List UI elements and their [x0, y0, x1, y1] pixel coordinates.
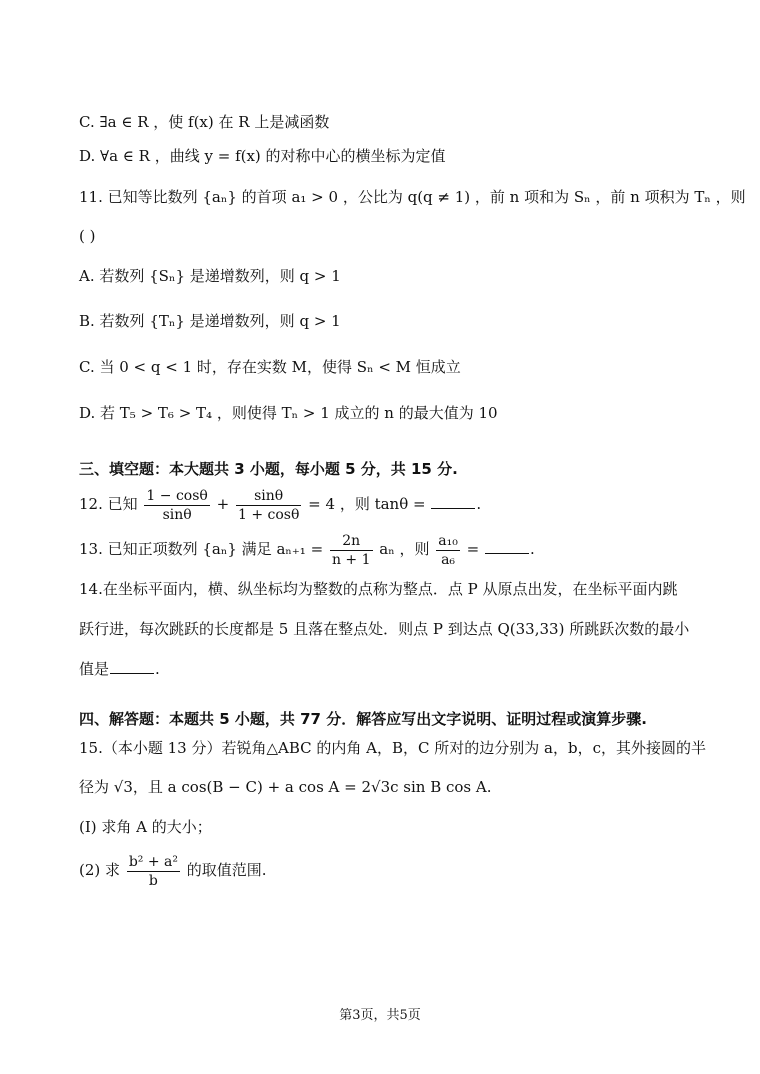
q13-equals: = [466, 540, 480, 558]
q13-fraction [330, 532, 373, 569]
q13-ratio [436, 532, 460, 569]
q12-middle: = 4 ，则 tanθ = [308, 495, 426, 513]
q13-ratio-numerator: a₁₀ [438, 532, 458, 549]
q14-line-3-prefix: 值是 [79, 660, 110, 678]
q13-end: . [529, 540, 535, 558]
q12-fraction-2 [236, 487, 301, 524]
q15-part-2-prefix: (2) 求 [79, 861, 121, 879]
q10-option-c: C. ∃a ∈ R ，使 f(x) 在 R 上是减函数 [79, 113, 330, 131]
q10-option-d: D. ∀a ∈ R ，曲线 y = f(x) 的对称中心的横坐标为定值 [79, 147, 446, 165]
q11-option-a: A. 若数列 {Sₙ} 是递增数列，则 q > 1 [79, 267, 341, 285]
section-3-heading: 三、填空题：本大题共 3 小题，每小题 5 分，共 15 分. [79, 460, 458, 478]
q12 [79, 485, 690, 524]
q12-end: . [476, 495, 482, 513]
q13-fraction-numerator: 2n [330, 532, 373, 551]
q14-line-3 [79, 658, 690, 680]
q13-middle: aₙ ，则 [379, 540, 430, 558]
q15-line-1: 15.（本小题 13 分）若锐角△ABC 的内角 A，B，C 所对的边分别为 a，b，c，其外接圆的半 [79, 739, 706, 757]
q15-radius: √3 [113, 778, 133, 796]
q13-ratio-denominator: a₆ [441, 551, 456, 568]
q15-part-2-denominator: b [148, 872, 158, 889]
q14-line-3-end: . [155, 660, 160, 678]
q13-fraction-denominator: n + 1 [331, 551, 371, 568]
q12-answer-blank [431, 494, 475, 509]
q12-fraction-1-denominator: sinθ [162, 506, 192, 523]
q14-line-1: 14.在坐标平面内，横、纵坐标均为整数的点称为整点．点 P 从原点出发，在坐标平面内跳 [79, 580, 678, 598]
q12-fraction-1 [144, 487, 209, 524]
q11-answer-paren: ( ) [79, 227, 96, 245]
q15-part-2-suffix: 的取值范围. [186, 861, 267, 879]
q12-fraction-1-numerator: 1 − cosθ [146, 487, 208, 504]
q15-part-2-fraction [127, 853, 180, 890]
q12-fraction-2-numerator: sinθ [236, 487, 301, 506]
section-4-heading: 四、解答题：本题共 5 小题，共 77 分．解答应写出文字说明、证明过程或演算步骤. [79, 710, 647, 728]
q11-option-d: D. 若 T₅ > T₆ > T₄ ，则使得 Tₙ > 1 成立的 n 的最大值为 10 [79, 404, 498, 422]
q15-line-2 [79, 776, 690, 798]
q11-option-c: C. 当 0 < q < 1 时，存在实数 M，使得 Sₙ < M 恒成立 [79, 358, 461, 376]
q13-answer-blank [485, 539, 529, 554]
q15-line-2-prefix: 径为 [79, 778, 110, 796]
q13-prefix: 13. 已知正项数列 {aₙ} 满足 aₙ₊₁ = [79, 540, 324, 558]
q11-stem: 11. 已知等比数列 {aₙ} 的首项 a₁ > 0 ，公比为 q(q ≠ 1) ，前 n 项和为 Sₙ ，前 n 项积为 Tₙ ，则 [79, 188, 746, 206]
q15-part-2 [79, 850, 690, 890]
q15-line-2-equation: ，且 a cos(B − C) + a cos A = 2√3c sin B cos A. [132, 778, 492, 796]
q12-fraction-2-denominator: 1 + cosθ [237, 506, 300, 523]
q12-prefix: 12. 已知 [79, 495, 138, 513]
q11-option-b: B. 若数列 {Tₙ} 是递增数列，则 q > 1 [79, 312, 341, 330]
q14-line-2: 跃行进，每次跳跃的长度都是 5 且落在整点处．则点 P 到达点 Q(33,33) 所跳跃次数的最小 [79, 620, 690, 638]
q13 [79, 530, 690, 569]
q15-part-1: (Ⅰ) 求角 A 的大小； [79, 818, 212, 836]
q12-plus: + [216, 495, 230, 513]
q14-answer-blank [110, 659, 154, 674]
page-footer: 第3页，共5页 [339, 1008, 421, 1023]
q15-part-2-numerator: b² + a² [128, 853, 178, 870]
